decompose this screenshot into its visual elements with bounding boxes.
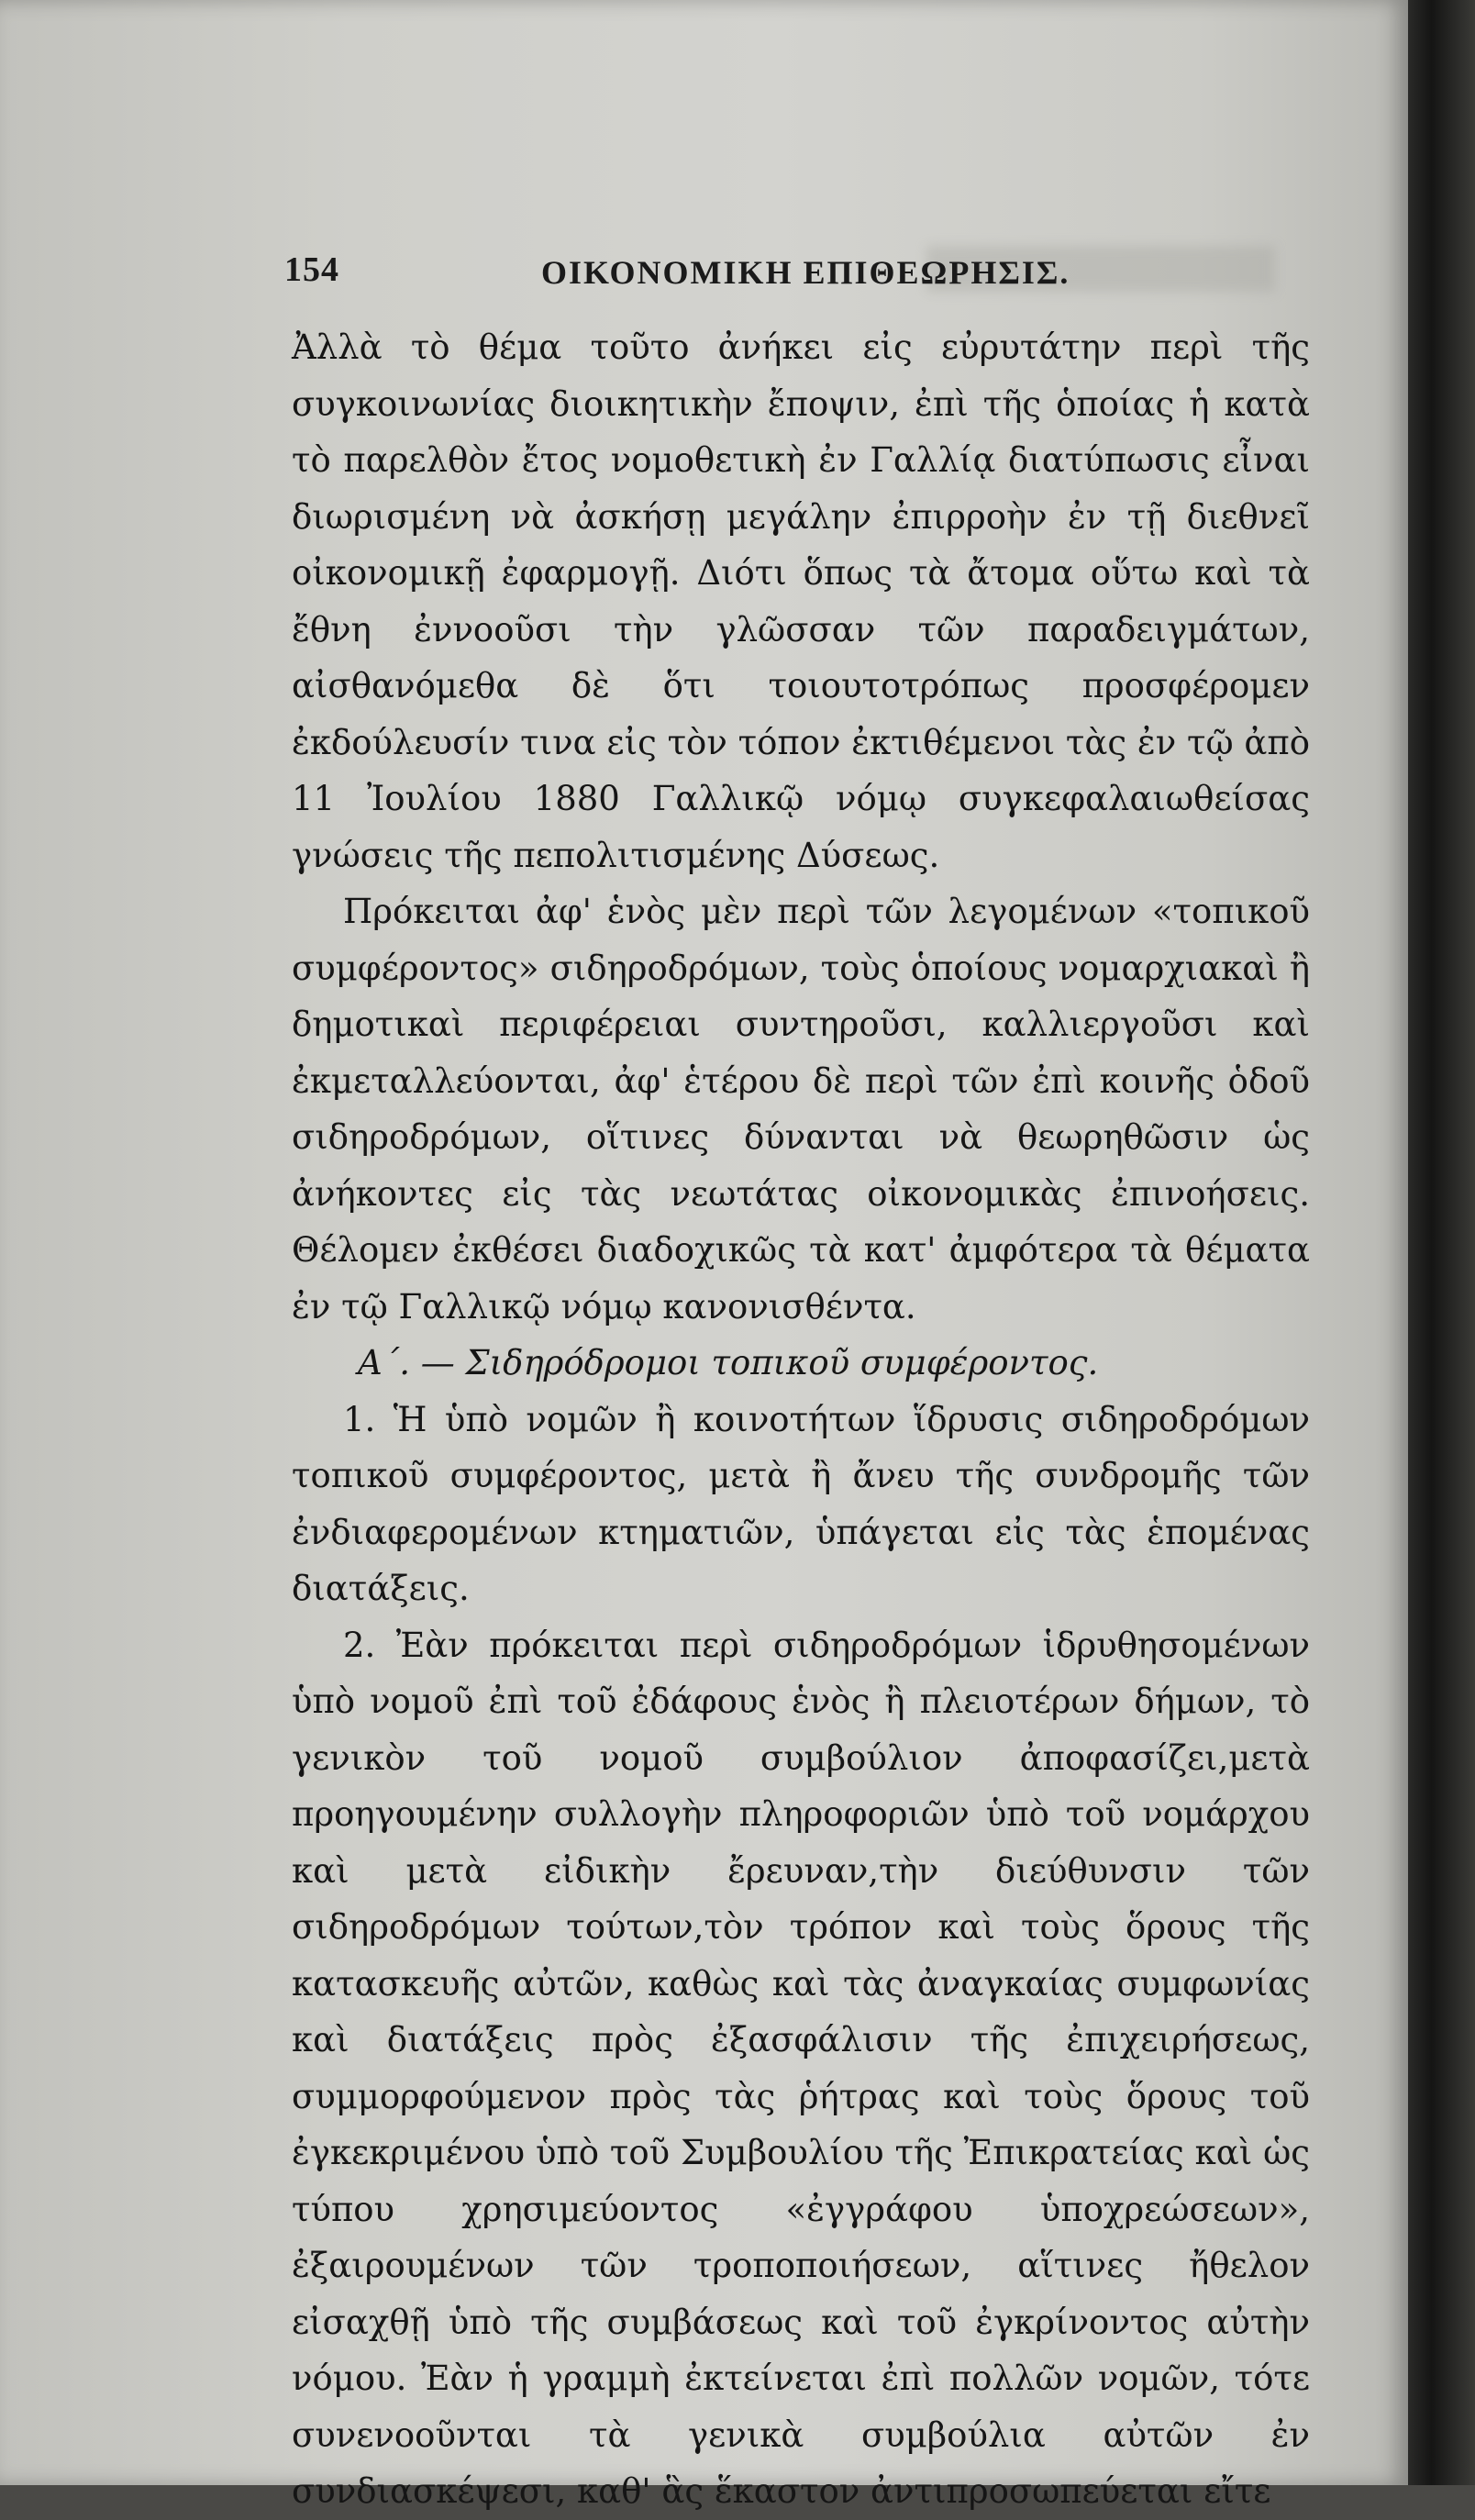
page-header (284, 250, 1293, 305)
numbered-paragraph-1: 1. Ἡ ὑπὸ νομῶν ἢ κοινοτήτων ἵδρυσις σιδηροδρόμων τοπικοῦ συμφέροντος, μετὰ ἢ ἄνευ τῆς συνδρομῆς τῶν ἐνδιαφερομένων κτηματιῶν, ὑπάγεται εἰς τὰς ἑπομένας διατάξεις. (292, 1399, 1310, 1608)
section-heading: Α΄. — Σιδηρόδρομοι τοπικοῦ συμφέροντος. (358, 1343, 1099, 1382)
book-spine-shadow (1408, 0, 1475, 2485)
page-number: 154 (284, 250, 339, 289)
running-title: ΟΙΚΟΝΟΜΙΚΗ ΕΠΙΘΕΩΡΗΣΙΣ. (541, 254, 1070, 291)
paragraph-1: Ἀλλὰ τὸ θέμα τοῦτο ἀνήκει εἰς εὐρυτάτην περὶ τῆς συγκοινωνίας διοικητικὴν ἔποψιν, ἐπὶ τῆς ὁποίας ἡ κατὰ τὸ παρελθὸν ἔτος νομοθετικὴ ἐν Γαλλίᾳ διατύπωσις εἶναι διωρισμένη νὰ ἀσκήσῃ μεγάλην ἐπιρροὴν ἐν τῇ διεθνεῖ οἰκονομικῇ ἐφαρμογῇ. Διότι ὅπως τὰ ἄτομα οὕτω καὶ τὰ ἔθνη ἐννοοῦσι τὴν γλῶσσαν τῶν παραδειγμάτων, αἰσθανόμεθα δὲ ὅτι τοιουτοτρόπως προσφέρομεν ἐκδούλευσίν τινα εἰς τὸν τόπον ἐκτιθέμενοι τὰς ἐν τῷ ἀπὸ 11 Ἰουλίου 1880 Γαλλικῷ νόμῳ συγκεφαλαιωθείσας γνώσεις τῆς πεπολιτισμένης Δύσεως. (292, 327, 1310, 875)
paragraph-2: Πρόκειται ἀφ' ἑνὸς μὲν περὶ τῶν λεγομένων «τοπικοῦ συμφέροντος» σιδηροδρόμων, τοὺς ὁποίους νομαρχιακαὶ ἢ δημοτικαὶ περιφέρειαι συντηροῦσι, καλλιεργοῦσι καὶ ἐκμεταλλεύονται, ἀφ' ἑτέρου δὲ περὶ τῶν ἐπὶ κοινῆς ὁδοῦ σιδηροδρόμων, οἵτινες δύνανται νὰ θεωρηθῶσιν ὡς ἀνήκοντες εἰς τὰς νεωτάτας οἰκονομικὰς ἐπινοήσεις. Θέλομεν ἐκθέσει διαδοχικῶς τὰ κατ' ἀμφότερα τὰ θέματα ἐν τῷ Γαλλικῷ νόμῳ κανονισθέντα. (292, 892, 1310, 1327)
numbered-paragraph-2: 2. Ἐὰν πρόκειται περὶ σιδηροδρόμων ἱδρυθησομένων ὑπὸ νομοῦ ἐπὶ τοῦ ἐδάφους ἑνὸς ἢ πλειοτέρων δήμων, τὸ γενικὸν τοῦ νομοῦ συμβούλιον ἀποφασίζει,μετὰ προηγουμένην συλλογὴν πληροφοριῶν ὑπὸ τοῦ νομάρχου καὶ μετὰ εἰδικὴν ἔρευναν,τὴν διεύθυνσιν τῶν σιδηροδρόμων τούτων,τὸν τρόπον καὶ τοὺς ὅρους τῆς κατασκευῆς αὐτῶν, καθὼς καὶ τὰς ἀναγκαίας συμφωνίας καὶ διατάξεις πρὸς ἐξασφάλισιν τῆς ἐπιχειρήσεως, συμμορφούμενον πρὸς τὰς ῥήτρας καὶ τοὺς ὅρους τοῦ ἐγκεκριμένου ὑπὸ τοῦ Συμβουλίου τῆς Ἐπικρατείας καὶ ὡς τύπου χρησιμεύοντος «ἐγγράφου ὑποχρεώσεων», ἐξαιρουμένων τῶν τροποποιήσεων, αἵτινες ἤθελον εἰσαχθῇ ὑπὸ τῆς συμβάσεως καὶ τοῦ ἐγκρίνοντος αὐτὴν νόμου. Ἐὰν ἡ γραμμὴ ἐκτείνεται ἐπὶ πολλῶν νομῶν, τότε συνενοοῦνται τὰ γενικὰ συμβούλια αὐτῶν ἐν συνδιασκέψεσι, καθ' ἃς ἕκαστον ἀντιπροσωπεύεται εἴτε (292, 1625, 1310, 2511)
body-text (292, 319, 1310, 2520)
